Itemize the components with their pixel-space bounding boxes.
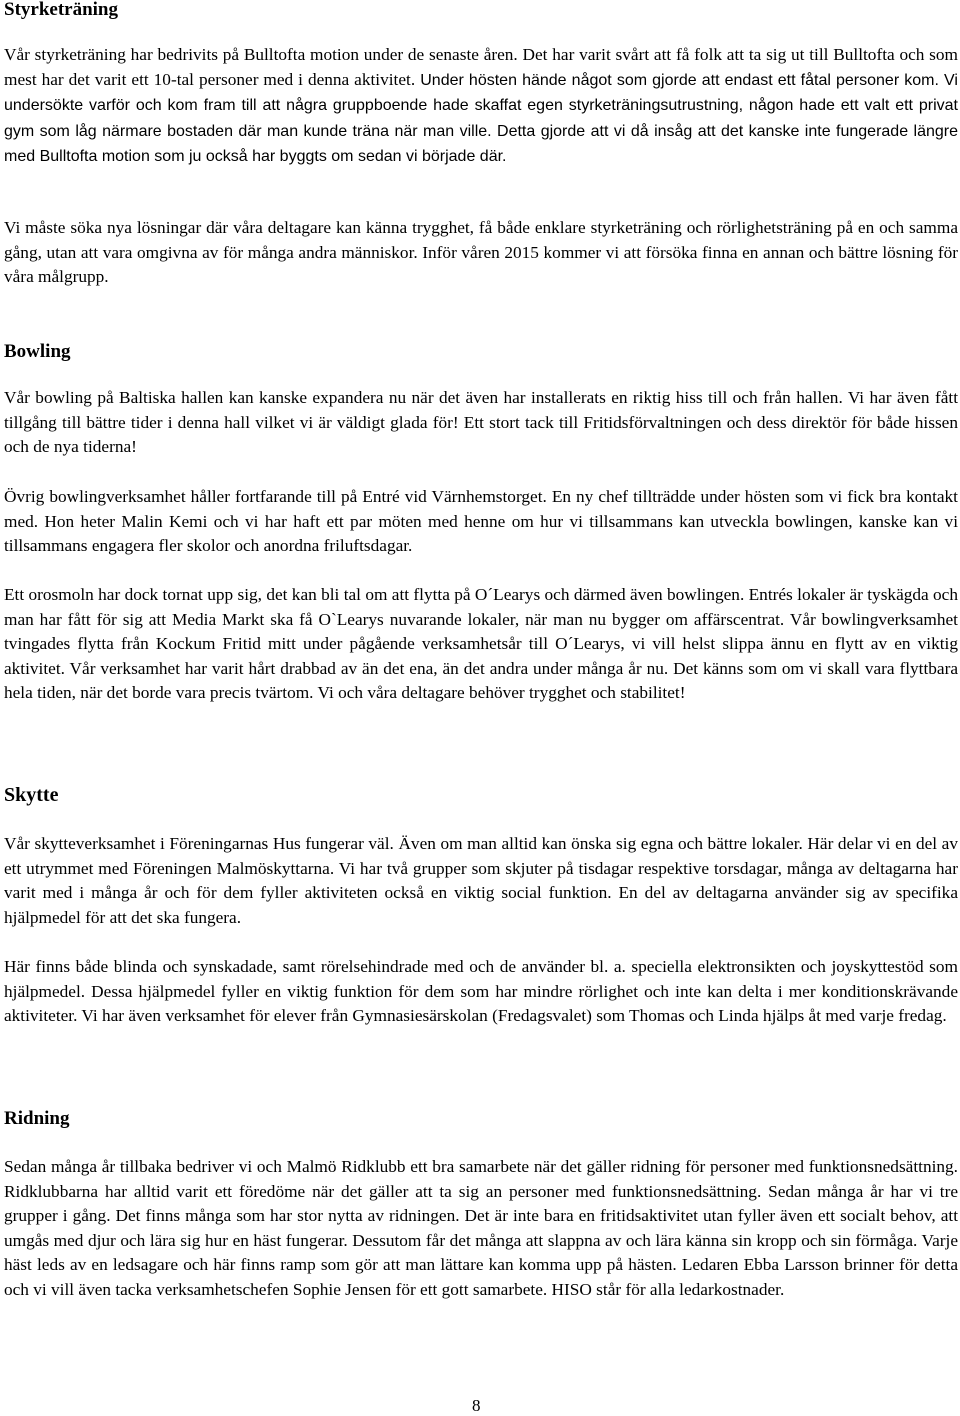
paragraph-styrketraning-1 xyxy=(4,43,958,170)
paragraph-bowling-3: Ett orosmoln har dock tornat upp sig, det kan bli tal om att flytta på O´Learys och därmed även bowlingen. Entrés lokaler är tyskägda och man har fått för sig att Media Markt ska få O`Learys nuvarande lokaler, när man nu bygger om affärscentrat. Vår bowlingverksamhet tvingades flytta från Kockum Fritid mitt under pågående verksamhetsår till O´Learys, vi vill helst slippa ännu en flytt av en viktig aktivitet. Vår verksamhet har varit hårt drabbad av än det ena, än det andra under många år nu. Det känns som om vi skall vara flyttbara hela tiden, när det borde vara precis tvärtom. Vi och våra deltagare behöver trygghet och stabilitet! xyxy=(4,585,958,703)
paragraph-styrketraning-2: Vi måste söka nya lösningar där våra deltagare kan känna trygghet, få både enklare styrketräning och rörlighetsträning på en och samma gång, utan att vara omgivna av för många andra människor. Inför våren 2015 kommer vi att försöka finna en annan och bättre lösning för våra målgrupp. xyxy=(4,218,958,287)
paragraph-bowling-1: Vår bowling på Baltiska hallen kan kanske expandera nu när det även har installerats en riktig hiss till och från hallen. Vi har även fått tillgång till bättre tider i denna hall vilket vi är väldigt glada för! Ett stort tack till Fritidsförvaltningen och dess direktör för både hissen och de nya tiderna! xyxy=(4,388,958,457)
paragraph-ridning-1: Sedan många år tillbaka bedriver vi och Malmö Ridklubb ett bra samarbete när det gäller ridning för personer med funktionsnedsättning. Ridklubbarna har alltid varit ett föredöme när det gäller att ta sig an personer med funktionsnedsättning. Sedan många år har vi tre grupper i gång. Det finns många som har stor nytta av ridningen. Det är inte bara en fritidsaktivitet utan fyller även ett socialt behov, att umgås med djur och lära sig hur en häst fungerar. Dessutom får det många att slappna av och lära känna sin kropp och sin förmåga. Varje häst leds av en ledsagare och här finns ramp som gör att man lättare kan komma upp på hästen. Ledaren Ebba Larsson brinner för detta och vi vill även tacka verksamhetschefen Sophie Jensen för ett gott samarbete. HISO står för alla ledarkostnader. xyxy=(4,1157,958,1299)
heading-skytte: Skytte xyxy=(4,784,59,806)
heading-styrketraning: Styrketräning xyxy=(4,0,118,20)
paragraph-skytte-2: Här finns både blinda och synskadade, samt rörelsehindrade med och de använder bl. a. speciella elektronsikten och joyskyttestöd som hjälpmedel. Dessa hjälpmedel fyller en viktig funktion för dem som har mindre rörlighet och inte kan delta i mer konditionskrävande aktiviteter. Vi har även verksamhet för elever från Gymnasiesärskolan (Fredagsvalet) som Thomas och Linda hjälps åt med varje fredag. xyxy=(4,957,958,1026)
paragraph-bowling-2: Övrig bowlingverksamhet håller fortfarande till på Entré vid Värnhemstorget. En ny chef tillträdde under hösten som vi fick bra kontakt med. Hon heter Malin Kemi och vi har haft ett par möten med henne om hur vi tillsammans kan utveckla bowlingen, kanske kan vi tillsammans engagera fler skolor och anordna friluftsdagar. xyxy=(4,487,958,556)
heading-ridning: Ridning xyxy=(4,1108,70,1129)
paragraph-skytte-1: Vår skytteverksamhet i Föreningarnas Hus fungerar väl. Även om man alltid kan önska sig egna och bättre lokaler. Här delar vi en del av ett utrymmet med Föreningen Malmöskyttarna. Vi har två grupper som skjuter på tisdagar respektive torsdagar, många av deltagarna har varit med i många år och för dem fyller aktiviteten också en viktig social funktion. En del av deltagarna använder sig av specifika hjälpmedel för att det ska fungera. xyxy=(4,834,958,927)
paragraph-segment-serif: Vår styrketräning har bedrivits på Bulltofta motion under de senaste åren. Det har varit svårt att få folk att ta sig ut till Bulltofta och som mest har det varit ett 10-tal personer med i denna aktivitet. xyxy=(4,45,958,89)
page-number: 8 xyxy=(472,1396,481,1415)
paragraph-segment-sans: Under hösten hände något som gjorde att endast ett fåtal personer kom. Vi undersökte varför och kom fram till att några gruppboende hade skaffat egen styrketräningsutrustning, någon hade ett valt ett privat gym som låg närmare bostaden där man kunde träna när man ville. Detta gjorde att vi då insåg att det kanske inte fungerade längre med Bulltofta motion som ju också har byggts om sedan vi började där. xyxy=(4,71,958,166)
heading-bowling: Bowling xyxy=(4,341,71,362)
